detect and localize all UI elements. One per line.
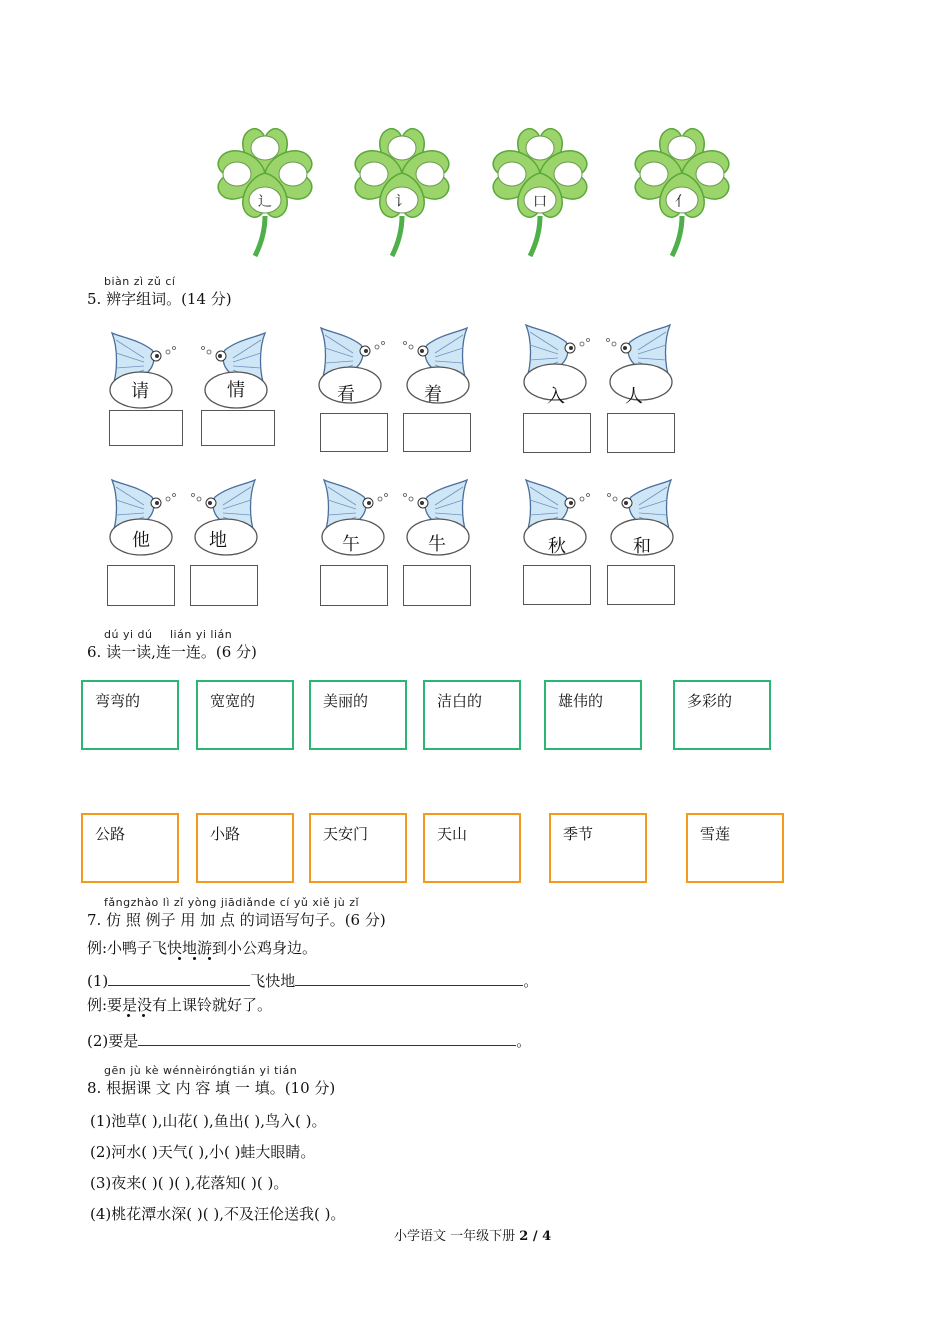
fish-character: 着: [424, 384, 442, 405]
q7-line-1-end: 。: [523, 972, 539, 990]
q7-title: 7. 仿 照 例子 用 加 点 的词语写句子。(6 分): [87, 911, 386, 929]
match-box-top[interactable]: [673, 680, 771, 750]
clover-image: [622, 118, 742, 258]
match-box-top[interactable]: [544, 680, 642, 750]
word-answer-box[interactable]: [607, 565, 675, 605]
clover-radical: 讠: [395, 194, 409, 210]
word-answer-box[interactable]: [320, 413, 388, 452]
emphasis-dot: [142, 1014, 145, 1017]
q8-pinyin: gēn jù kè wénnèiróngtián yi tián: [104, 1064, 298, 1077]
word-answer-box[interactable]: [403, 413, 471, 452]
word-answer-box[interactable]: [201, 410, 275, 446]
q8-line-2: (2)河水( )天气( ),小( )蛙大眼睛。: [90, 1143, 316, 1161]
q6-title: 6. 读一读,连一连。(6 分): [87, 643, 257, 661]
page-number: 2 / 4: [519, 1229, 552, 1244]
clover-image: [342, 118, 462, 258]
match-word: 小路: [210, 825, 241, 843]
q5-title: 5. 辨字组词。(14 分): [87, 290, 232, 308]
emphasis-dot: [178, 957, 181, 960]
word-answer-box[interactable]: [109, 410, 183, 446]
q7-line-2-prefix: (2)要是: [87, 1032, 139, 1050]
emphasis-dot: [208, 957, 211, 960]
match-word: 弯弯的: [95, 692, 141, 710]
match-word: 雪莲: [700, 825, 731, 843]
clover-radical: 口: [533, 194, 547, 210]
word-answer-box[interactable]: [190, 565, 258, 606]
match-word: 美丽的: [323, 692, 369, 710]
fish-character: 午: [342, 534, 360, 555]
q7-pinyin: fǎngzhào lì zǐ yòng jiādiǎnde cí yǔ xiě jù zǐ: [104, 896, 360, 909]
fish-character: 情: [227, 380, 245, 401]
match-box-bottom[interactable]: [309, 813, 407, 883]
fish-character: 入: [547, 386, 565, 407]
match-word: 季节: [563, 825, 594, 843]
q7-line-2: [87, 1030, 531, 1051]
clover-radical: 辶: [258, 194, 272, 210]
match-box-top[interactable]: [81, 680, 179, 750]
word-answer-box[interactable]: [403, 565, 471, 606]
emphasis-dot: [127, 1014, 130, 1017]
q8-title: 8. 根据课 文 内 容 填 一 填。(10 分): [87, 1079, 336, 1097]
q7-example-2: 例:要是没有上课铃就好了。: [87, 996, 273, 1014]
q7-line-1: [87, 970, 538, 991]
match-word: 公路: [95, 825, 126, 843]
clover-image: [480, 118, 600, 258]
q7-line-2-end: 。: [516, 1032, 532, 1050]
fish-character: 秋: [548, 536, 566, 557]
q8-line-4: (4)桃花潭水深( )( ),不及汪伦送我( )。: [90, 1205, 346, 1223]
q7-line-1-mid: 飞快地: [250, 972, 296, 990]
footer-text: 小学语文 一年级下册: [394, 1229, 516, 1244]
word-answer-box[interactable]: [607, 413, 675, 453]
q6-pinyin-read: dú yi dú: [104, 628, 153, 641]
answer-blank[interactable]: [108, 971, 250, 986]
match-box-top[interactable]: [423, 680, 521, 750]
word-answer-box[interactable]: [523, 413, 591, 453]
q7-line-1-prefix: (1): [87, 972, 109, 990]
match-word: 多彩的: [687, 692, 733, 710]
match-box-bottom[interactable]: [549, 813, 647, 883]
match-box-top[interactable]: [196, 680, 294, 750]
fish-character: 人: [625, 386, 643, 407]
match-box-bottom[interactable]: [686, 813, 784, 883]
fish-character: 他: [132, 530, 150, 551]
clover-image: [205, 118, 325, 258]
word-answer-box[interactable]: [107, 565, 175, 606]
footer: [394, 1225, 551, 1244]
q6-pinyin-connect: lián yi lián: [170, 628, 233, 641]
match-word: 洁白的: [437, 692, 483, 710]
match-word: 宽宽的: [210, 692, 256, 710]
fish-character: 和: [633, 536, 651, 557]
match-word: 雄伟的: [558, 692, 604, 710]
fish-character: 请: [131, 381, 149, 402]
q8-line-3: (3)夜来( )( )( ),花落知( )( )。: [90, 1174, 289, 1192]
fish-character: 地: [209, 530, 227, 551]
match-word: 天安门: [323, 825, 369, 843]
match-word: 天山: [437, 825, 468, 843]
match-box-bottom[interactable]: [196, 813, 294, 883]
word-answer-box[interactable]: [320, 565, 388, 606]
match-box-bottom[interactable]: [81, 813, 179, 883]
q5-pinyin: biàn zì zǔ cí: [104, 275, 176, 288]
clover-radical: 亻: [675, 194, 689, 210]
q8-line-1: (1)池草( ),山花( ),鱼出( ),鸟入( )。: [90, 1112, 327, 1130]
word-answer-box[interactable]: [523, 565, 591, 605]
match-box-bottom[interactable]: [423, 813, 521, 883]
answer-blank[interactable]: [138, 1031, 516, 1046]
emphasis-dot: [193, 957, 196, 960]
fish-character: 看: [337, 384, 355, 405]
match-box-top[interactable]: [309, 680, 407, 750]
fish-character: 牛: [428, 534, 446, 555]
q7-example-1: 例:小鸭子飞快地游到小公鸡身边。: [87, 939, 318, 957]
answer-blank[interactable]: [295, 971, 523, 986]
